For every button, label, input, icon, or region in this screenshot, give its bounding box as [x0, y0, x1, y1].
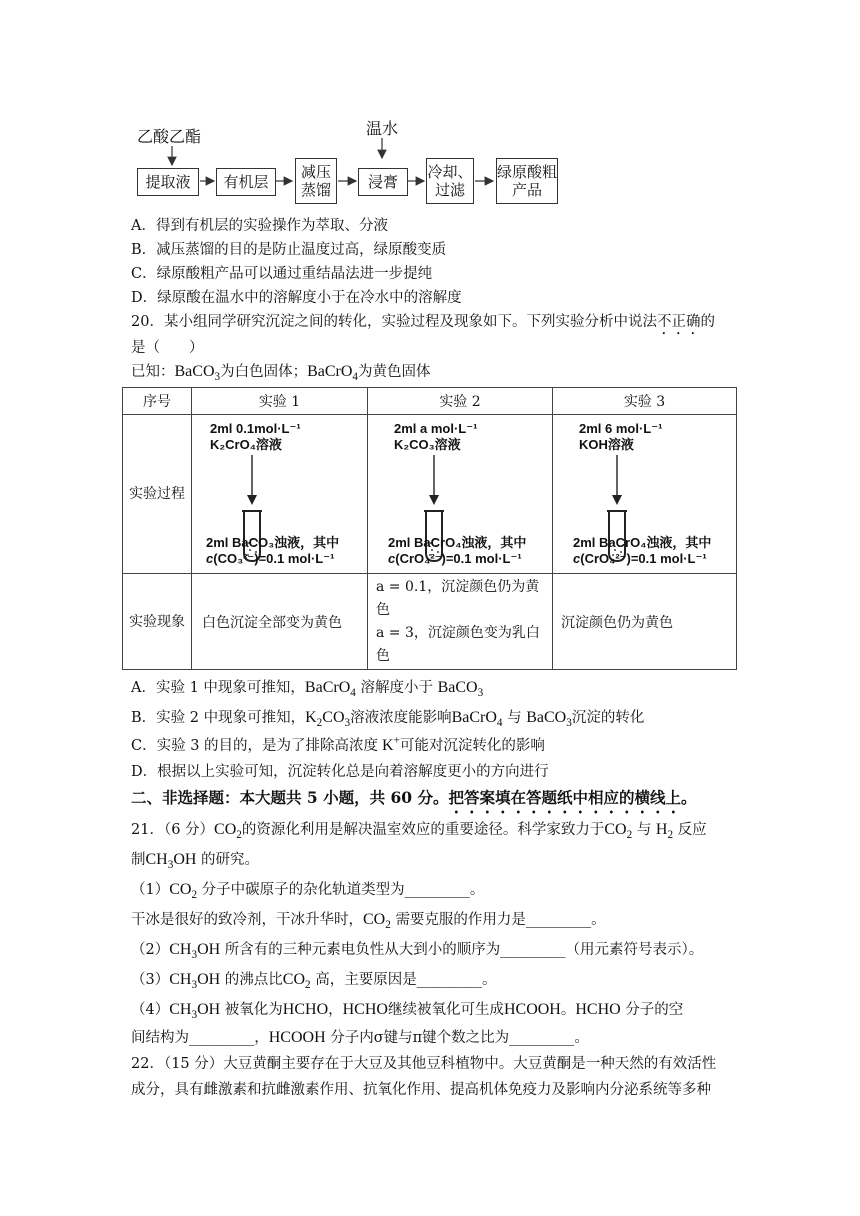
q20-option-b: B．实验 2 中现象可推知，$K_2CO_3$溶液浓度能影响BaCrO$_4$ 与 BaCO$_3$沉淀的转化 [131, 709, 645, 730]
q20-emphasis: 不正确 [656, 314, 701, 330]
flow-step-crude-product: 绿原酸粗产品 [496, 158, 558, 204]
q21-stem-line1: 21．（6 分）$CO_2$的资源化利用是解决温室效应的重要途径。科学家致力于$CO_2$ 与 $H_2$ 反应 [131, 821, 707, 842]
exp1-result: 白色沉淀全部变为黄色 [192, 574, 368, 670]
q20-option-d: D．根据以上实验可知，沉淀转化总是向着溶解度更小的方向进行 [131, 764, 549, 780]
q20-option-a: A．实验 1 中现象可推知，BaCrO$_4$ 溶解度小于 BaCO$_3$ [131, 679, 484, 700]
q21-part1: $(1)CO_2$ 分子中碳原子的杂化轨道类型为_________。 [131, 881, 485, 902]
q20-known: 已知：BaCO$_3$为白色固体；BaCrO$_4$为黄色固体 [131, 363, 431, 384]
q21-stem-line2: 制$CH_3OH$ 的研究。 [131, 851, 260, 872]
exp2-result: a = 0.1，沉淀颜色仍为黄 色 a = 3，沉淀颜色变为乳白 色 [368, 574, 553, 670]
q22-line1: 22．（15 分）大豆黄酮主要存在于大豆及其他豆科植物中。大豆黄酮是一种天然的有效活性 [131, 1056, 717, 1072]
flow-label-warm-water: 温水 [366, 119, 399, 138]
q21-part4-b: 间结构为_________，HCOOH 分子内σ键与π键个数之比为_________。 [131, 1029, 589, 1046]
table-header: 实验 1 [192, 388, 368, 415]
flow-step-cool-filter: 冷却、过滤 [426, 158, 474, 204]
row-label-result: 实验现象 [123, 574, 192, 670]
flow-step-organic-layer: 有机层 [216, 168, 276, 196]
q19-option-b: B．减压蒸馏的目的是防止温度过高，绿原酸变质 [131, 242, 447, 258]
q20-stem-line2: 是（ ） [131, 340, 204, 356]
q21-part3: $(3)CH_3OH$ 的沸点比$CO_2$ 高，主要原因是_________。 [131, 971, 497, 992]
q20-stem-line1: 20．某小组同学研究沉淀之间的转化，实验过程及现象如下。下列实验分析中说法不正确的 [131, 314, 715, 330]
q21-part1-b: 干冰是很好的致冷剂，干冰升华时，$CO_2$ 需要克服的作用力是_________。 [131, 911, 606, 932]
row-label-process: 实验过程 [123, 415, 192, 574]
q19-option-d: D．绿原酸在温水中的溶解度小于在冷水中的溶解度 [131, 290, 462, 306]
flow-label-ethyl-acetate: 乙酸乙酯 [137, 127, 202, 146]
flow-step-extract: 提取液 [137, 168, 199, 196]
q19-option-c: C．绿原酸粗产品可以通过重结晶法进一步提纯 [131, 266, 433, 282]
flow-step-vacuum-distill: 减压蒸馏 [295, 158, 337, 204]
q22-line2: 成分，具有雌激素和抗雌激素作用、抗氧化作用、提高机体免疫力及影响内分泌系统等多种 [131, 1082, 711, 1098]
table-header: 实验 2 [368, 388, 553, 415]
experiment-table [122, 387, 737, 670]
q20-option-c: C．实验 3 的目的，是为了排除高浓度 K+可能对沉淀转化的影响 [131, 734, 545, 754]
exp1-process: 2ml 0.1mol·L⁻¹ K₂CrO₄溶液 2ml BaCO₃浊液，其中 c(CO₃²⁻)=0.1 mol·L⁻¹ [192, 415, 368, 574]
q21-part4: $(4)CH_3OH$ 被氧化为HCHO，HCHO继续被氧化可生成HCOOH。HCHO 分子的空 [131, 1001, 684, 1022]
exp2-process: 2ml a mol·L⁻¹ K₂CO₃溶液 2ml BaCrO₄浊液，其中 c(CrO₄²⁻)=0.1 mol·L⁻¹ [368, 415, 553, 574]
section2-title: 二、非选择题：本大题共 5 小题，共 60 分。把答案填在答题纸中相应的横线上。 [131, 788, 697, 807]
q19-option-a: A．得到有机层的实验操作为萃取、分液 [131, 218, 388, 234]
table-header: 实验 3 [553, 388, 737, 415]
flow-step-extractum: 浸膏 [358, 168, 408, 196]
exp3-process: 2ml 6 mol·L⁻¹ KOH溶液 2ml BaCrO₄浊液，其中 c(CrO₄²⁻)=0.1 mol·L⁻¹ [553, 415, 737, 574]
table-header: 序号 [123, 388, 192, 415]
q21-part2: $(2)CH_3OH$ 所含有的三种元素电负性从大到小的顺序为_________（用元素符号表示）。 [131, 941, 704, 962]
exp3-result: 沉淀颜色仍为黄色 [553, 574, 737, 670]
